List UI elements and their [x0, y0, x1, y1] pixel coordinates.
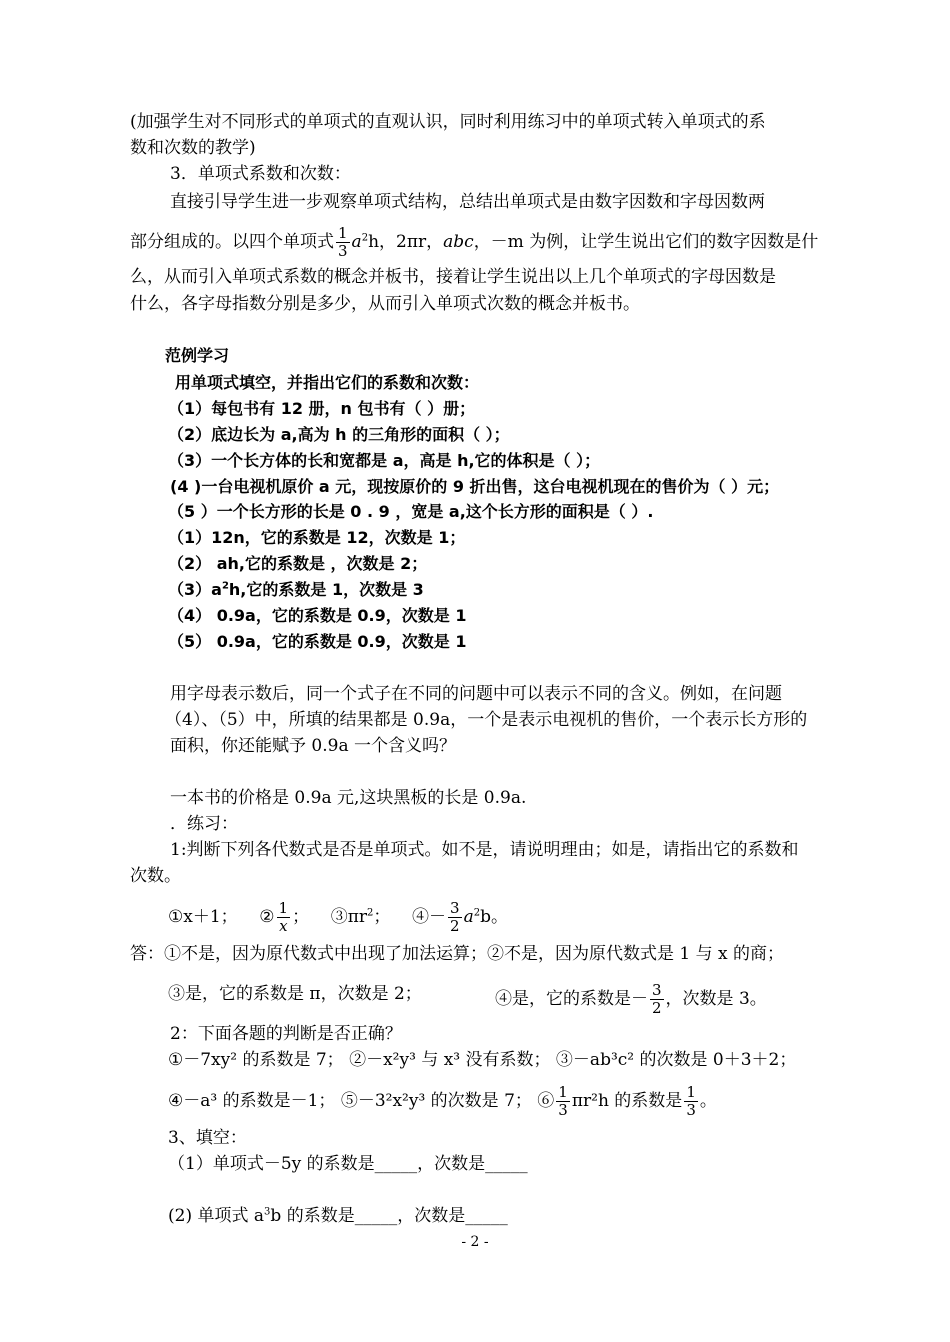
fraction: $\frac{1}{3}$ — [558, 1083, 568, 1119]
discussion-line: 面积，你还能赋予 0.9a 一个含义吗？ — [170, 736, 456, 756]
example-answer-1: （1）12n，它的系数是 12，次数是 1； — [168, 528, 466, 547]
example-answer-2: （2） ah,它的系数是 ，次数是 2； — [168, 554, 428, 573]
answer-line: ④是，它的系数是－ $\frac{3}{2}$ ，次数是 3。 — [495, 981, 767, 1017]
practice-question-2: 2：下面各题的判断是否正确？ — [170, 1024, 402, 1044]
example-answer-3: $(3)a^2h$,它的系数是 1，次数是 3 — [168, 580, 424, 599]
fraction: $\frac{3}{2}$ — [450, 899, 460, 935]
fill-blank-line: (2) 单项式 $a^3b$ 的系数是_____，次数是_____ — [168, 1206, 508, 1226]
fill-blank-line: （1）单项式－5y 的系数是_____，次数是_____ — [168, 1154, 528, 1174]
example-question-5: （5 ）一个长方形的长是 0 . 9 ，宽是 a,这个长方形的面积是（ ）. — [168, 502, 654, 521]
answer-line: 答：①不是，因为原代数式中出现了加法运算；②不是，因为原代数式是 1 与 x 的商； — [130, 944, 785, 964]
fraction: $\frac{1}{3}$ — [686, 1083, 696, 1119]
examples-title: 范例学习 — [165, 346, 230, 365]
fraction: $\frac{1}{x}$ — [278, 899, 289, 935]
section-paragraph-line: 部分组成的。以四个单项式 $\frac{1}{3}$ $a^2h$，2πr，abc，－m 为例，让学生说出它们的数字因数是什 — [130, 224, 819, 260]
section-paragraph-line: 什么，各字母指数分别是多少，从而引入单项式次数的概念并板书。 — [130, 294, 640, 314]
example-question-4: (4 )一台电视机原价 a 元，现按原价的 9 折出售，这台电视机现在的售价为（ ）元； — [170, 477, 780, 496]
intro-line-2: 数和次数的教学) — [130, 138, 256, 158]
practice-question-1: 1:判断下列各代数式是否是单项式。如不是，请说明理由；如是，请指出它的系数和 — [170, 840, 799, 860]
example-answer-4: （4） 0.9a，它的系数是 0.9，次数是 1 — [168, 606, 467, 625]
examples-task: 用单项式填空，并指出它们的系数和次数： — [175, 373, 480, 392]
judgement-line: ①－7xy² 的系数是 7； ②－x²y³ 与 x³ 没有系数； ③－ab³c² 的次数是 0＋3＋2； — [168, 1050, 797, 1070]
example-question-3: （3）一个长方体的长和宽都是 a，高是 h,它的体积是（ ）； — [168, 451, 601, 470]
practice-question-3: 3、填空： — [168, 1128, 247, 1148]
practice-heading: ．练习： — [170, 814, 238, 834]
fraction: $\frac{1}{3}$ — [338, 224, 348, 260]
practice-question-1-cont: 次数。 — [130, 866, 181, 886]
section-heading: 3．单项式系数和次数： — [170, 164, 351, 184]
fraction: $\frac{3}{2}$ — [652, 981, 662, 1017]
answer-line: ③是，它的系数是 π，次数是 2； — [168, 984, 422, 1004]
judgement-line: ④－a³ 的系数是－1； ⑤－3²x²y³ 的次数是 7； ⑥ $\frac{1}{3}$ πr²h 的系数是 $\frac{1}{3}$ 。 — [168, 1083, 717, 1119]
discussion-answer: 一本书的价格是 0.9a 元,这块黑板的长是 0.9a. — [170, 788, 527, 808]
discussion-line: （4）、（5）中，所填的结果都是 0.9a，一个是表示电视机的售价，一个表示长方形的 — [165, 710, 808, 730]
example-question-2: （2）底边长为 a,高为 h 的三角形的面积（ ）； — [168, 425, 510, 444]
page-number: - 2 - — [461, 1234, 489, 1250]
intro-line-1: (加强学生对不同形式的单项式的直观认识，同时利用练习中的单项式转入单项式的系 — [130, 112, 766, 132]
discussion-line: 用字母表示数后，同一个式子在不同的问题中可以表示不同的含义。例如，在问题 — [170, 684, 782, 704]
section-paragraph-line: 么，从而引入单项式系数的概念并板书，接着让学生说出以上几个单项式的字母因数是 — [130, 267, 776, 287]
example-answer-5: （5） 0.9a，它的系数是 0.9，次数是 1 — [168, 632, 467, 651]
example-question-1: （1）每包书有 12 册，n 包书有（ ）册； — [168, 399, 476, 418]
section-paragraph-line: 直接引导学生进一步观察单项式结构，总结出单项式是由数字因数和字母因数两 — [170, 192, 765, 212]
expression-list: ①x＋1； ② $\frac{1}{x}$ ； $③\pi r^2$； ④－ $\frac{3}{2}$ $a^2b$。 — [168, 899, 508, 935]
